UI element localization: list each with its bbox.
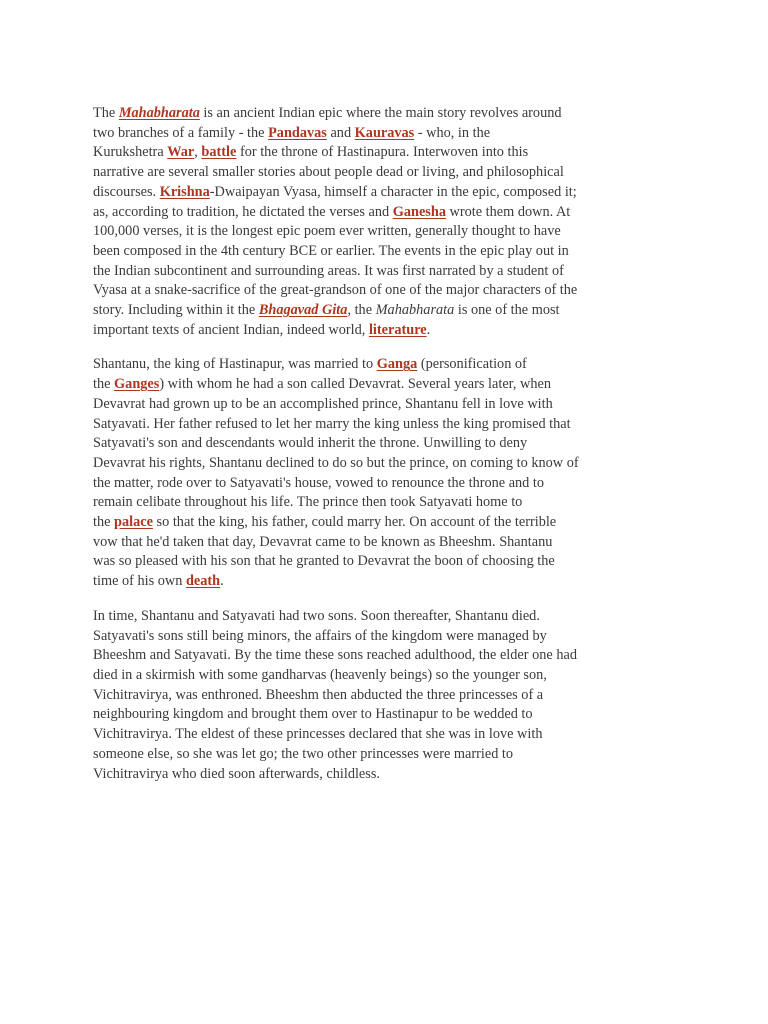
text-run: is an ancient Indian epic where the main story revolves around two branches of a family - the <box>93 105 562 141</box>
link-mahabharata[interactable]: Mahabharata <box>118 105 200 121</box>
link-ganesha[interactable]: Ganesha <box>392 203 446 220</box>
link-battle[interactable]: battle <box>201 144 237 161</box>
text-run: wrote them down. At 100,000 verses, it is the longest epic poem ever written, generally thought to have been composed in the 4th century BCE or earlier. The events in the epic play out in the Indian subcontinent and surrounding areas. It was first narrated by a student of Vyasa at a snake-sacrifice of the great-grandson of one of the major characters of the story. Including within it the <box>93 203 578 319</box>
italic-title: Mahabharata <box>375 302 455 319</box>
text-run: , the <box>347 302 376 319</box>
text-run: ) with whom he had a son called Devavrat. Several years later, when Devavrat had grown up to be an accomplished prince, Shantanu fell in love with Satyavati. Her father refused to let her marry the king unless the king promised that Satyavati's son and descendants would inherit the throne. Unwilling to deny Devavrat his rights, Shantanu declined to do so but the prince, on coming to know of the matter, rode over to Satyavati's house, vowed to renounce the throne and to remain celibate throughout his life. The prince then took Satyavati home to the <box>93 376 579 531</box>
link-pandavas[interactable]: Pandavas <box>268 124 327 141</box>
document-page <box>93 104 683 799</box>
link-ganga[interactable]: Ganga <box>376 356 418 373</box>
text-run: and <box>326 124 355 141</box>
paragraph-3: In time, Shantanu and Satyavati had two sons. Soon thereafter, Shantanu died. Satyavati's sons still being minors, the affairs of the kingdom were managed by Bheeshm and Satyavati. By the time these sons reached adulthood, the elder one had died in a skirmish with some gandharvas (heavenly beings) so the younger son, Vichitravirya, was enthroned. Bheeshm then abducted the three princesses of a neighbouring kingdom and brought them over to Hastinapur to be wedded to Vichitravirya. The eldest of these princesses declared that she was in love with someone else, so she was let go; the two other princesses were married to Vichitravirya who died soon afterwards, childless. <box>93 607 577 782</box>
text-run: is one of the most important texts of ancient Indian, indeed world, <box>93 302 560 338</box>
link-death[interactable]: death <box>185 573 221 590</box>
link-palace[interactable]: palace <box>114 514 153 531</box>
text-run: (personification of the <box>93 356 527 393</box>
link-kauravas[interactable]: Kauravas <box>354 124 415 141</box>
link-literature[interactable]: literature <box>368 321 427 338</box>
paragraph-1 <box>93 104 683 340</box>
link-bhagavad-gita[interactable]: Bhagavad Gita <box>258 302 348 319</box>
link-war[interactable]: War <box>167 144 195 161</box>
link-ganges[interactable]: Ganges <box>114 376 160 393</box>
link-krishna[interactable]: Krishna <box>159 183 210 200</box>
text-run: so that the king, his father, could marry her. On account of the terrible vow that he'd taken that day, Devavrat came to be known as Bheeshm. Shantanu was so pleased with his son that he granted to Devavrat the boon of choosing the time of his own <box>93 514 557 590</box>
text-run: - who, in the Kurukshetra <box>93 124 491 161</box>
paragraph-2 <box>93 355 683 591</box>
text-run: Shantanu, the king of Hastinapur, was married to <box>93 356 377 373</box>
text-run: . <box>220 573 224 590</box>
text-run: -Dwaipayan Vyasa, himself a character in the epic, composed it; as, according to tradition, he dictated the verses and <box>93 183 577 220</box>
text-run: for the throne of Hastinapura. Interwoven into this narrative are several smaller stories about people dead or living, and philosophical discourses. <box>93 144 564 200</box>
text-run: , <box>194 144 202 161</box>
text-run: The <box>93 105 119 121</box>
text-run: . <box>426 321 431 338</box>
